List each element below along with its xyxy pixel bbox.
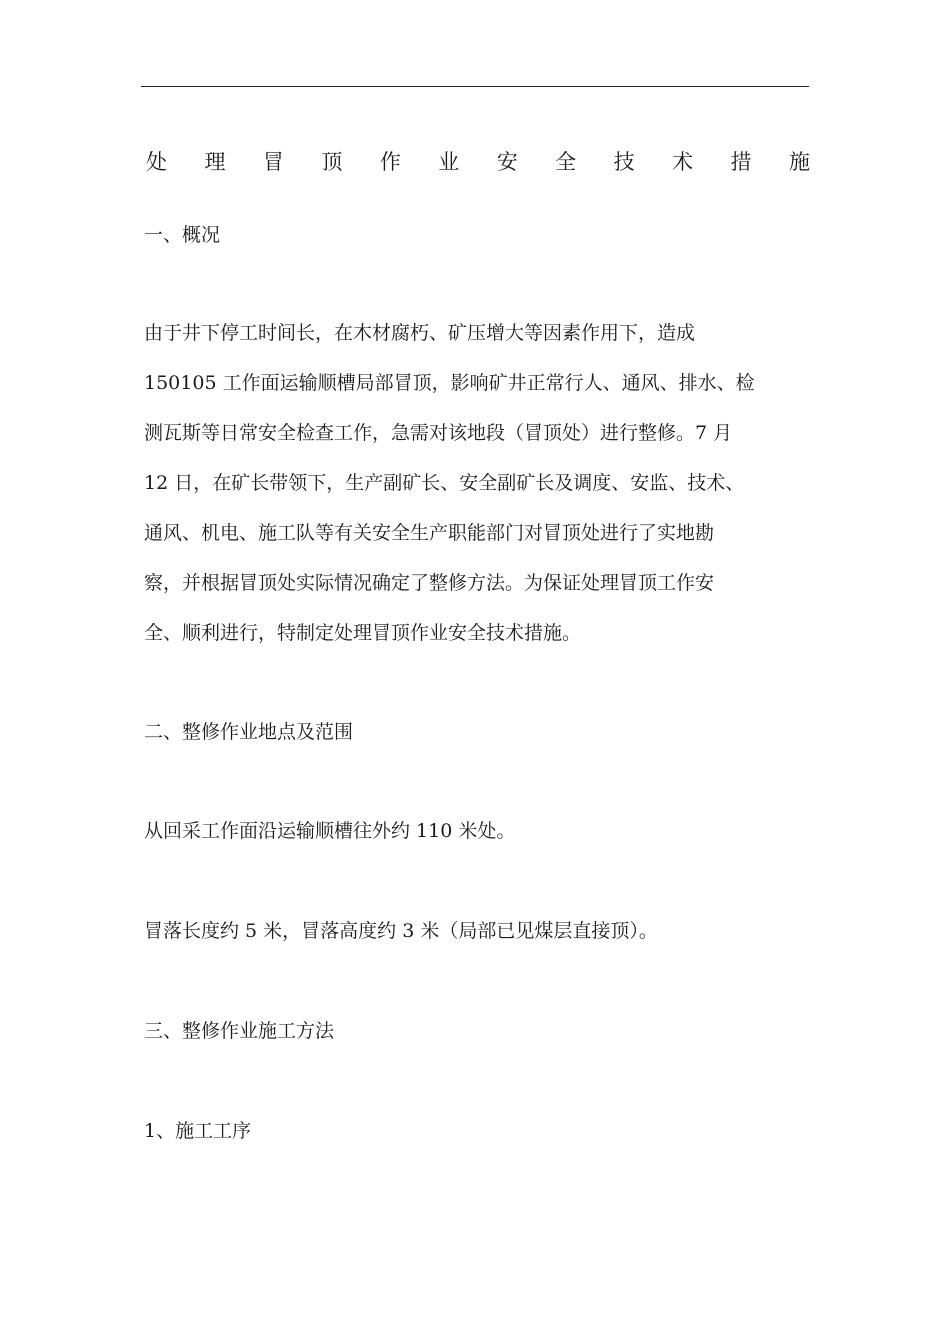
document-title (146, 148, 810, 176)
title-char: 冒 (262, 150, 284, 174)
paragraph-line: 察，并根据冒顶处实际情况确定了整修方法。为保证处理冒顶工作安 (144, 572, 715, 594)
section-heading-location: 二、整修作业地点及范围 (144, 721, 354, 743)
title-char: 安 (496, 150, 518, 174)
title-char: 处 (146, 150, 167, 174)
section-heading-overview: 一、概况 (144, 224, 221, 246)
title-char: 措 (730, 150, 752, 174)
title-char: 顶 (321, 150, 343, 174)
location-text: 从回采工作面沿运输顺槽往外约 110 米处。 (144, 820, 516, 842)
title-char: 全 (555, 150, 577, 174)
header-rule (141, 86, 809, 87)
paragraph-line: 150105 工作面运输顺槽局部冒顶，影响矿井正常行人、通风、排水、检 (144, 372, 755, 394)
title-char: 理 (204, 150, 226, 174)
title-char: 施 (788, 150, 810, 174)
title-char: 术 (672, 150, 694, 174)
title-char: 业 (438, 150, 460, 174)
paragraph-line: 测瓦斯等日常安全检查工作，急需对该地段（冒顶处）进行整修。7 月 (144, 422, 733, 444)
paragraph-line: 由于井下停工时间长，在木材腐朽、矿压增大等因素作用下，造成 (144, 322, 696, 344)
title-char: 技 (613, 150, 635, 174)
paragraph-line: 全、顺利进行，特制定处理冒顶作业安全技术措施。 (144, 622, 582, 644)
collapse-size-text: 冒落长度约 5 米，冒落高度约 3 米（局部已见煤层直接顶）。 (144, 920, 658, 942)
paragraph-line: 通风、机电、施工队等有关安全生产职能部门对冒顶处进行了实地勘 (144, 522, 715, 544)
section-heading-method: 三、整修作业施工方法 (144, 1020, 335, 1042)
subsection-heading-procedure: 1、施工工序 (144, 1120, 252, 1142)
title-char: 作 (379, 150, 401, 174)
paragraph-line: 12 日，在矿长带领下，生产副矿长、安全副矿长及调度、安监、技术、 (144, 472, 745, 494)
